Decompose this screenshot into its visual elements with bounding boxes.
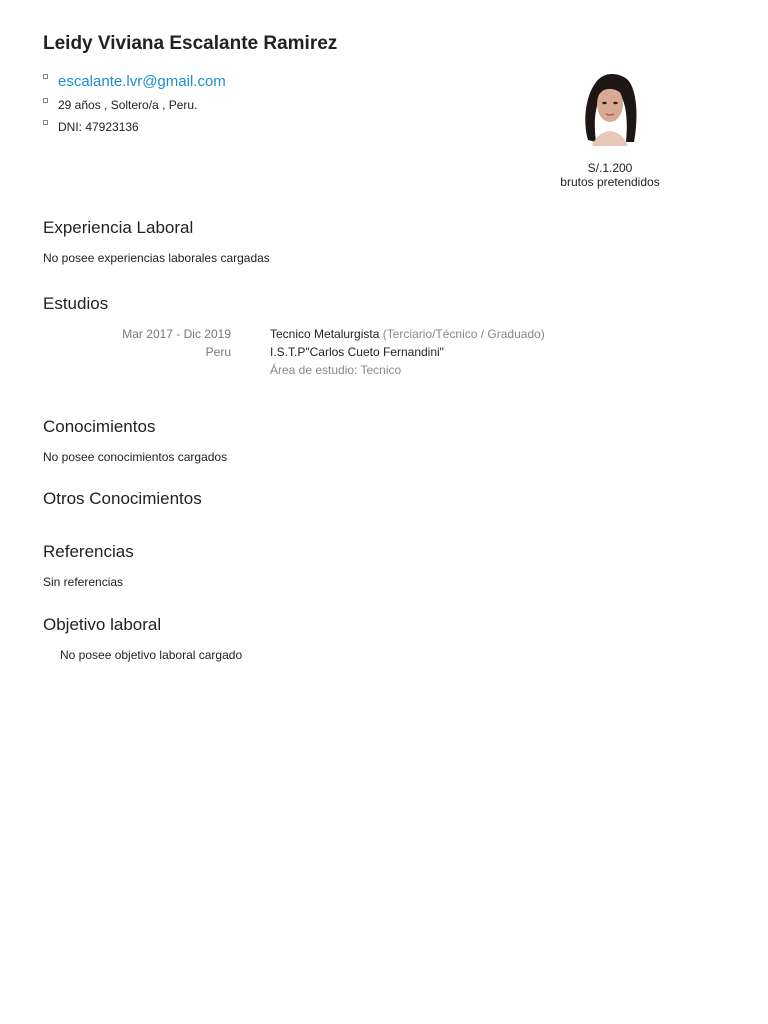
section-title-estudios: Estudios — [43, 294, 109, 313]
section-title-objetivo: Objetivo laboral — [43, 615, 162, 634]
contact-dni-item — [43, 116, 226, 138]
contact-list — [43, 72, 226, 138]
bullet-icon — [43, 98, 48, 103]
study-meta — [100, 325, 231, 361]
study-details — [270, 325, 545, 379]
study-degree-meta: (Terciario/Técnico / Graduado) — [382, 327, 545, 341]
candidate-name: Leidy Viviana Escalante Ramirez — [43, 33, 338, 54]
contact-email-item — [43, 72, 226, 94]
study-institution: I.S.T.P"Carlos Cueto Fernandini" — [270, 345, 444, 359]
personal-details: 29 años , Soltero/a , Peru. — [58, 98, 198, 112]
email-link[interactable]: escalante.lvr@gmail.com — [58, 73, 226, 90]
salary-label: brutos pretendidos — [560, 175, 660, 189]
dni-text: DNI: 47923136 — [58, 120, 139, 134]
objetivo-empty-text: No posee objetivo laboral cargado — [60, 648, 243, 662]
referencias-empty-text: Sin referencias — [43, 575, 124, 589]
section-title-experiencia: Experiencia Laboral — [43, 218, 194, 237]
contact-details-item — [43, 94, 226, 116]
bullet-icon — [43, 120, 48, 125]
study-degree: Tecnico Metalurgista — [270, 327, 380, 341]
section-title-otros-conocimientos: Otros Conocimientos — [43, 489, 202, 508]
section-title-referencias: Referencias — [43, 542, 134, 561]
salary-block — [540, 161, 680, 189]
conocimientos-empty-text: No posee conocimientos cargados — [43, 450, 228, 464]
salary-amount: S/.1.200 — [587, 161, 633, 175]
study-area: Área de estudio: Tecnico — [270, 363, 402, 377]
study-degree-line — [270, 325, 545, 343]
study-country: Peru — [205, 345, 231, 359]
profile-photo — [578, 70, 642, 146]
bullet-icon — [43, 74, 48, 79]
section-title-conocimientos: Conocimientos — [43, 417, 156, 436]
study-period: Mar 2017 - Dic 2019 — [122, 327, 231, 341]
experiencia-empty-text: No posee experiencias laborales cargadas — [43, 251, 270, 265]
